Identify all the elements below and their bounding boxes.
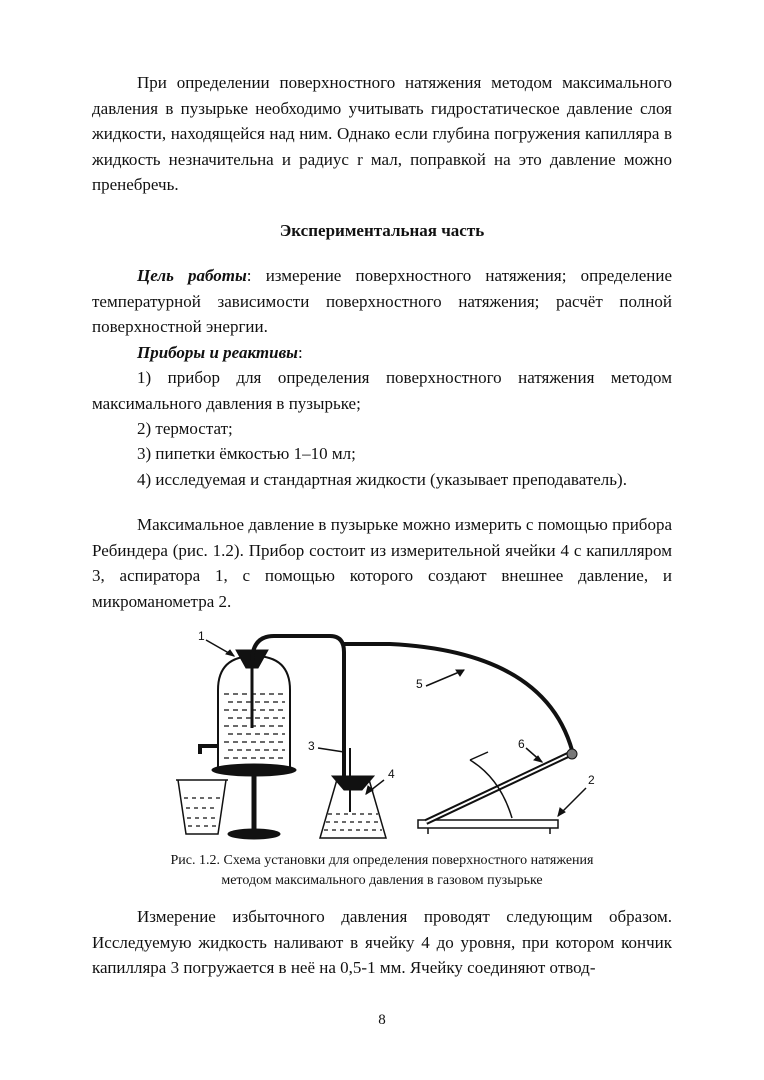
measurement-paragraph: Измерение избыточного давления проводят следующим образом. Исследуемую жидкость наливают в ячейку 4 до уровня, при котором кончик капилляра 3 погружается в неё на 0,5-1 мм. Ячейку соединяют отвод- — [92, 907, 672, 978]
aspirator-vessel — [218, 656, 290, 768]
figure-caption: Рис. 1.2. Схема установки для определения поверхностного натяжения методом максимального давления в газовом пузырьке — [170, 853, 594, 888]
label-6: 6 — [518, 737, 525, 751]
description-paragraph: Максимальное давление в пузырьке можно измерить с помощью прибора Ребиндера (рис. 1.2). Прибор состоит из измерительной ячейки 4 с капилляром 3, аспиратора 1, с помощью которого создают внешнее давление, и микроманометра 2. — [92, 515, 672, 611]
equipment-item: 2) термостат; — [137, 419, 233, 438]
goal-text: : измерение поверхностного натяжения; определение температурной зависимости поверхностного натяжения; расчёт полной поверхностной энергии. — [92, 266, 672, 337]
aspirator-liquid — [224, 694, 285, 758]
equipment-item: 1) прибор для определения поверхностного натяжения методом максимального давления в пузырьке; — [92, 368, 672, 413]
label-5: 5 — [416, 677, 423, 691]
page-number: 8 — [378, 1012, 386, 1028]
label-4: 4 — [388, 767, 395, 781]
equipment-label: Приборы и реактивы — [137, 343, 298, 362]
apparatus-figure — [170, 628, 610, 846]
tube-5 — [344, 644, 574, 758]
goal-paragraph — [92, 263, 672, 340]
equipment-heading: Приборы и реактивы: — [137, 343, 303, 362]
label-2: 2 — [588, 773, 595, 787]
intro-paragraph: При определении поверхностного натяжения методом максимального давления в пузырьке необходимо учитывать гидростатическое давление слоя жидкости, находящейся над ним. Однако если глубина погружения капилляра в жидкость незначительна и радиус r мал, поправкой на это давление можно пренебречь. — [92, 73, 672, 195]
beaker — [178, 780, 226, 834]
goal-label: Цель работы — [137, 266, 247, 285]
label-3: 3 — [308, 739, 315, 753]
equipment-item: 3) пипетки ёмкостью 1–10 мл; — [137, 444, 356, 463]
label-1: 1 — [198, 629, 205, 643]
section-heading: Экспериментальная часть — [279, 221, 485, 240]
equipment-item: 4) исследуемая и стандартная жидкости (указывает преподаватель). — [137, 470, 627, 489]
manometer-base — [418, 820, 558, 828]
